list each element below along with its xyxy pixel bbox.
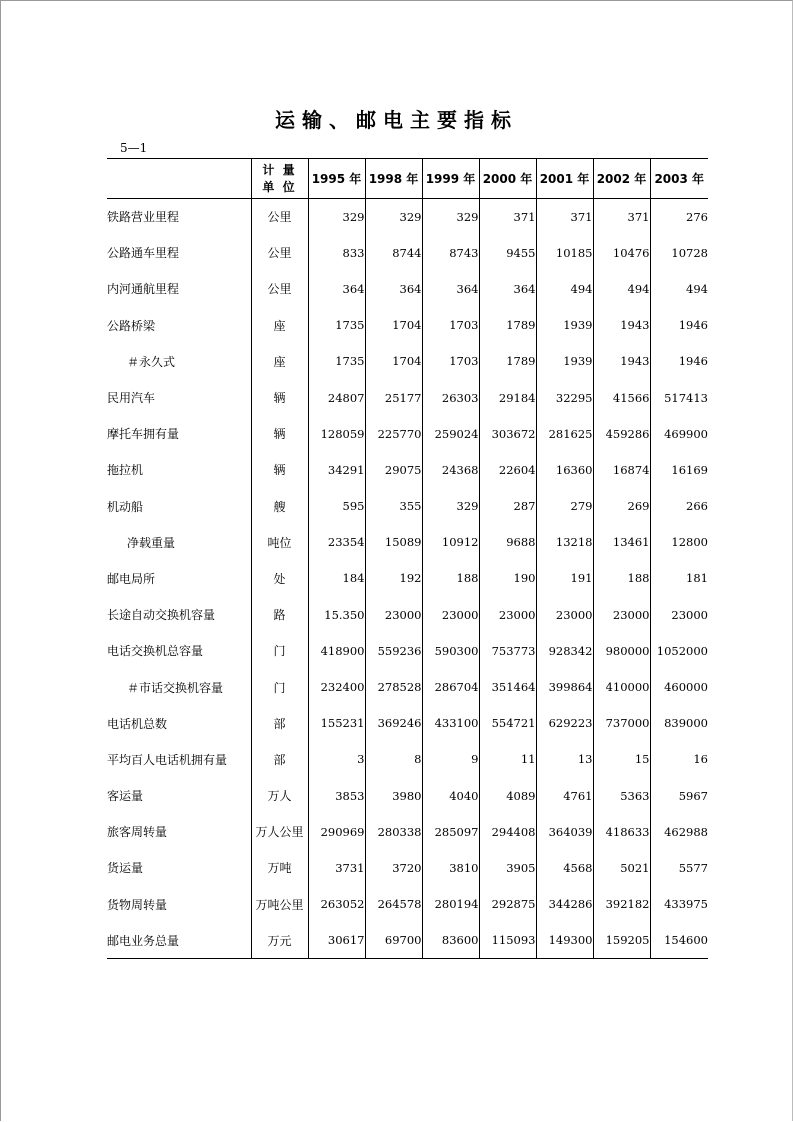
table-row bbox=[107, 271, 708, 307]
table-row bbox=[107, 814, 708, 850]
value-cell: 833 bbox=[308, 235, 365, 271]
indicator-unit: 万吨公里 bbox=[251, 886, 308, 922]
value-cell: 5577 bbox=[650, 850, 708, 886]
indicator-name: 内河通航里程 bbox=[107, 282, 180, 297]
value-cell: 225770 bbox=[365, 416, 422, 452]
value-cell: 188 bbox=[422, 560, 479, 596]
value-cell: 8 bbox=[365, 741, 422, 777]
indicator-unit: 辆 bbox=[251, 379, 308, 415]
value-cell: 1052000 bbox=[650, 633, 708, 669]
value-cell: 329 bbox=[308, 199, 365, 235]
value-cell: 23000 bbox=[650, 597, 708, 633]
value-cell: 16 bbox=[650, 741, 708, 777]
table-row bbox=[107, 524, 708, 560]
value-cell: 433975 bbox=[650, 886, 708, 922]
value-cell: 355 bbox=[365, 488, 422, 524]
value-cell: 3980 bbox=[365, 778, 422, 814]
value-cell: 32295 bbox=[536, 379, 593, 415]
value-cell: 115093 bbox=[479, 922, 536, 958]
table-row bbox=[107, 235, 708, 271]
indicator-unit: 公里 bbox=[251, 199, 308, 235]
indicator-name: 旅客周转量 bbox=[107, 825, 168, 840]
table-row bbox=[107, 922, 708, 958]
value-cell: 303672 bbox=[479, 416, 536, 452]
indicator-name: 净载重量 bbox=[127, 535, 176, 550]
value-cell: 371 bbox=[479, 199, 536, 235]
value-cell: 280338 bbox=[365, 814, 422, 850]
header-unit-line1: 计 量 bbox=[262, 162, 297, 177]
value-cell: 8744 bbox=[365, 235, 422, 271]
value-cell: 3731 bbox=[308, 850, 365, 886]
value-cell: 1704 bbox=[365, 307, 422, 343]
value-cell: 266 bbox=[650, 488, 708, 524]
value-cell: 1789 bbox=[479, 343, 536, 379]
value-cell: 281625 bbox=[536, 416, 593, 452]
value-cell: 15089 bbox=[365, 524, 422, 560]
value-cell: 15 bbox=[593, 741, 650, 777]
value-cell: 15.350 bbox=[308, 597, 365, 633]
value-cell: 1946 bbox=[650, 307, 708, 343]
value-cell: 159205 bbox=[593, 922, 650, 958]
value-cell: 232400 bbox=[308, 669, 365, 705]
indicator-name: 民用汽车 bbox=[107, 391, 156, 406]
value-cell: 190 bbox=[479, 560, 536, 596]
indicator-unit: 万吨 bbox=[251, 850, 308, 886]
indicator-unit: 部 bbox=[251, 705, 308, 741]
header-year: 1998 年 bbox=[365, 159, 422, 199]
value-cell: 279 bbox=[536, 488, 593, 524]
value-cell: 9688 bbox=[479, 524, 536, 560]
indicator-unit: 万人公里 bbox=[251, 814, 308, 850]
indicator-unit: 万人 bbox=[251, 778, 308, 814]
table-row bbox=[107, 705, 708, 741]
value-cell: 1703 bbox=[422, 307, 479, 343]
table-row bbox=[107, 886, 708, 922]
value-cell: 1939 bbox=[536, 307, 593, 343]
value-cell: 1735 bbox=[308, 307, 365, 343]
value-cell: 737000 bbox=[593, 705, 650, 741]
indicator-name: 客运量 bbox=[107, 789, 144, 804]
table-row bbox=[107, 850, 708, 886]
indicator-unit: 座 bbox=[251, 343, 308, 379]
value-cell: 23000 bbox=[593, 597, 650, 633]
table-row bbox=[107, 416, 708, 452]
indicator-name: 平均百人电话机拥有量 bbox=[107, 752, 228, 767]
header-year: 1995 年 bbox=[308, 159, 365, 199]
value-cell: 3 bbox=[308, 741, 365, 777]
indicator-unit: 吨位 bbox=[251, 524, 308, 560]
value-cell: 69700 bbox=[365, 922, 422, 958]
value-cell: 9455 bbox=[479, 235, 536, 271]
value-cell: 292875 bbox=[479, 886, 536, 922]
value-cell: 418900 bbox=[308, 633, 365, 669]
value-cell: 392182 bbox=[593, 886, 650, 922]
value-cell: 469900 bbox=[650, 416, 708, 452]
value-cell: 928342 bbox=[536, 633, 593, 669]
value-cell: 149300 bbox=[536, 922, 593, 958]
value-cell: 41566 bbox=[593, 379, 650, 415]
value-cell: 278528 bbox=[365, 669, 422, 705]
value-cell: 3905 bbox=[479, 850, 536, 886]
indicator-unit: 部 bbox=[251, 741, 308, 777]
value-cell: 29075 bbox=[365, 452, 422, 488]
indicator-name: ＃市话交换机容量 bbox=[127, 680, 224, 695]
value-cell: 399864 bbox=[536, 669, 593, 705]
value-cell: 459286 bbox=[593, 416, 650, 452]
indicator-unit: 艘 bbox=[251, 488, 308, 524]
value-cell: 286704 bbox=[422, 669, 479, 705]
value-cell: 1946 bbox=[650, 343, 708, 379]
value-cell: 13 bbox=[536, 741, 593, 777]
value-cell: 34291 bbox=[308, 452, 365, 488]
value-cell: 344286 bbox=[536, 886, 593, 922]
value-cell: 128059 bbox=[308, 416, 365, 452]
value-cell: 462988 bbox=[650, 814, 708, 850]
value-cell: 4568 bbox=[536, 850, 593, 886]
value-cell: 364 bbox=[308, 271, 365, 307]
value-cell: 5967 bbox=[650, 778, 708, 814]
value-cell: 29184 bbox=[479, 379, 536, 415]
value-cell: 329 bbox=[422, 488, 479, 524]
value-cell: 329 bbox=[422, 199, 479, 235]
indicator-unit: 万元 bbox=[251, 922, 308, 958]
value-cell: 23000 bbox=[365, 597, 422, 633]
value-cell: 351464 bbox=[479, 669, 536, 705]
value-cell: 494 bbox=[593, 271, 650, 307]
page-title: 运输、邮电主要指标 bbox=[275, 108, 518, 132]
value-cell: 4089 bbox=[479, 778, 536, 814]
table-row bbox=[107, 488, 708, 524]
table-row bbox=[107, 633, 708, 669]
value-cell: 276 bbox=[650, 199, 708, 235]
value-cell: 494 bbox=[536, 271, 593, 307]
header-unit bbox=[251, 159, 308, 199]
value-cell: 11 bbox=[479, 741, 536, 777]
value-cell: 13218 bbox=[536, 524, 593, 560]
value-cell: 590300 bbox=[422, 633, 479, 669]
value-cell: 371 bbox=[593, 199, 650, 235]
indicator-unit: 门 bbox=[251, 669, 308, 705]
indicator-unit: 辆 bbox=[251, 452, 308, 488]
table-body bbox=[107, 199, 708, 959]
indicator-name: ＃永久式 bbox=[127, 354, 176, 369]
value-cell: 517413 bbox=[650, 379, 708, 415]
indicator-name: 电话交换机总容量 bbox=[107, 644, 204, 659]
value-cell: 559236 bbox=[365, 633, 422, 669]
value-cell: 191 bbox=[536, 560, 593, 596]
value-cell: 23354 bbox=[308, 524, 365, 560]
indicator-unit: 公里 bbox=[251, 271, 308, 307]
value-cell: 24368 bbox=[422, 452, 479, 488]
value-cell: 433100 bbox=[422, 705, 479, 741]
indicator-name: 摩托车拥有量 bbox=[107, 427, 180, 442]
value-cell: 980000 bbox=[593, 633, 650, 669]
indicator-name: 拖拉机 bbox=[107, 463, 144, 478]
indicator-unit: 公里 bbox=[251, 235, 308, 271]
value-cell: 181 bbox=[650, 560, 708, 596]
table-row bbox=[107, 669, 708, 705]
table-row bbox=[107, 343, 708, 379]
indicator-name: 邮电局所 bbox=[107, 571, 156, 586]
value-cell: 10476 bbox=[593, 235, 650, 271]
value-cell: 753773 bbox=[479, 633, 536, 669]
indicator-name: 电话机总数 bbox=[107, 716, 168, 731]
value-cell: 22604 bbox=[479, 452, 536, 488]
value-cell: 5021 bbox=[593, 850, 650, 886]
value-cell: 364 bbox=[479, 271, 536, 307]
indicator-unit: 辆 bbox=[251, 416, 308, 452]
value-cell: 3720 bbox=[365, 850, 422, 886]
value-cell: 12800 bbox=[650, 524, 708, 560]
indicator-name: 货物周转量 bbox=[107, 897, 168, 912]
value-cell: 264578 bbox=[365, 886, 422, 922]
table-code: 5—1 bbox=[120, 141, 148, 155]
value-cell: 494 bbox=[650, 271, 708, 307]
indicator-name: 公路桥梁 bbox=[107, 318, 156, 333]
value-cell: 188 bbox=[593, 560, 650, 596]
value-cell: 10912 bbox=[422, 524, 479, 560]
value-cell: 369246 bbox=[365, 705, 422, 741]
value-cell: 329 bbox=[365, 199, 422, 235]
value-cell: 13461 bbox=[593, 524, 650, 560]
value-cell: 1735 bbox=[308, 343, 365, 379]
value-cell: 1789 bbox=[479, 307, 536, 343]
table-row bbox=[107, 379, 708, 415]
indicator-name: 长途自动交换机容量 bbox=[107, 608, 216, 623]
value-cell: 1703 bbox=[422, 343, 479, 379]
value-cell: 23000 bbox=[479, 597, 536, 633]
value-cell: 25177 bbox=[365, 379, 422, 415]
value-cell: 259024 bbox=[422, 416, 479, 452]
value-cell: 595 bbox=[308, 488, 365, 524]
indicator-name: 货运量 bbox=[107, 861, 144, 876]
value-cell: 23000 bbox=[536, 597, 593, 633]
value-cell: 364039 bbox=[536, 814, 593, 850]
indicator-name: 公路通车里程 bbox=[107, 246, 180, 261]
value-cell: 410000 bbox=[593, 669, 650, 705]
header-year: 2001 年 bbox=[536, 159, 593, 199]
header-year: 2003 年 bbox=[650, 159, 708, 199]
indicator-unit: 座 bbox=[251, 307, 308, 343]
value-cell: 4761 bbox=[536, 778, 593, 814]
indicator-unit: 门 bbox=[251, 633, 308, 669]
value-cell: 5363 bbox=[593, 778, 650, 814]
value-cell: 154600 bbox=[650, 922, 708, 958]
value-cell: 24807 bbox=[308, 379, 365, 415]
value-cell: 155231 bbox=[308, 705, 365, 741]
value-cell: 290969 bbox=[308, 814, 365, 850]
value-cell: 371 bbox=[536, 199, 593, 235]
table-row bbox=[107, 778, 708, 814]
header-indicator bbox=[107, 159, 251, 199]
value-cell: 16169 bbox=[650, 452, 708, 488]
table-row bbox=[107, 741, 708, 777]
indicator-unit: 路 bbox=[251, 597, 308, 633]
header-unit-line2: 单 位 bbox=[262, 179, 297, 194]
value-cell: 1939 bbox=[536, 343, 593, 379]
value-cell: 364 bbox=[365, 271, 422, 307]
table-row bbox=[107, 307, 708, 343]
header-year: 2000 年 bbox=[479, 159, 536, 199]
value-cell: 3810 bbox=[422, 850, 479, 886]
indicator-unit: 处 bbox=[251, 560, 308, 596]
table-row bbox=[107, 560, 708, 596]
value-cell: 30617 bbox=[308, 922, 365, 958]
value-cell: 285097 bbox=[422, 814, 479, 850]
value-cell: 3853 bbox=[308, 778, 365, 814]
table-row bbox=[107, 597, 708, 633]
value-cell: 839000 bbox=[650, 705, 708, 741]
table-row bbox=[107, 452, 708, 488]
indicators-table bbox=[107, 158, 708, 959]
value-cell: 263052 bbox=[308, 886, 365, 922]
value-cell: 294408 bbox=[479, 814, 536, 850]
value-cell: 287 bbox=[479, 488, 536, 524]
header-row bbox=[107, 159, 708, 199]
value-cell: 629223 bbox=[536, 705, 593, 741]
value-cell: 1943 bbox=[593, 307, 650, 343]
value-cell: 280194 bbox=[422, 886, 479, 922]
value-cell: 1704 bbox=[365, 343, 422, 379]
indicator-name: 邮电业务总量 bbox=[107, 922, 251, 958]
value-cell: 418633 bbox=[593, 814, 650, 850]
value-cell: 460000 bbox=[650, 669, 708, 705]
value-cell: 269 bbox=[593, 488, 650, 524]
table-row bbox=[107, 199, 708, 235]
value-cell: 26303 bbox=[422, 379, 479, 415]
value-cell: 1943 bbox=[593, 343, 650, 379]
value-cell: 192 bbox=[365, 560, 422, 596]
value-cell: 10185 bbox=[536, 235, 593, 271]
value-cell: 8743 bbox=[422, 235, 479, 271]
value-cell: 184 bbox=[308, 560, 365, 596]
value-cell: 83600 bbox=[422, 922, 479, 958]
value-cell: 364 bbox=[422, 271, 479, 307]
value-cell: 554721 bbox=[479, 705, 536, 741]
value-cell: 9 bbox=[422, 741, 479, 777]
value-cell: 10728 bbox=[650, 235, 708, 271]
value-cell: 23000 bbox=[422, 597, 479, 633]
header-year: 2002 年 bbox=[593, 159, 650, 199]
indicator-name: 铁路营业里程 bbox=[107, 210, 180, 225]
header-year: 1999 年 bbox=[422, 159, 479, 199]
indicator-name: 机动船 bbox=[107, 499, 144, 514]
value-cell: 16874 bbox=[593, 452, 650, 488]
value-cell: 4040 bbox=[422, 778, 479, 814]
value-cell: 16360 bbox=[536, 452, 593, 488]
